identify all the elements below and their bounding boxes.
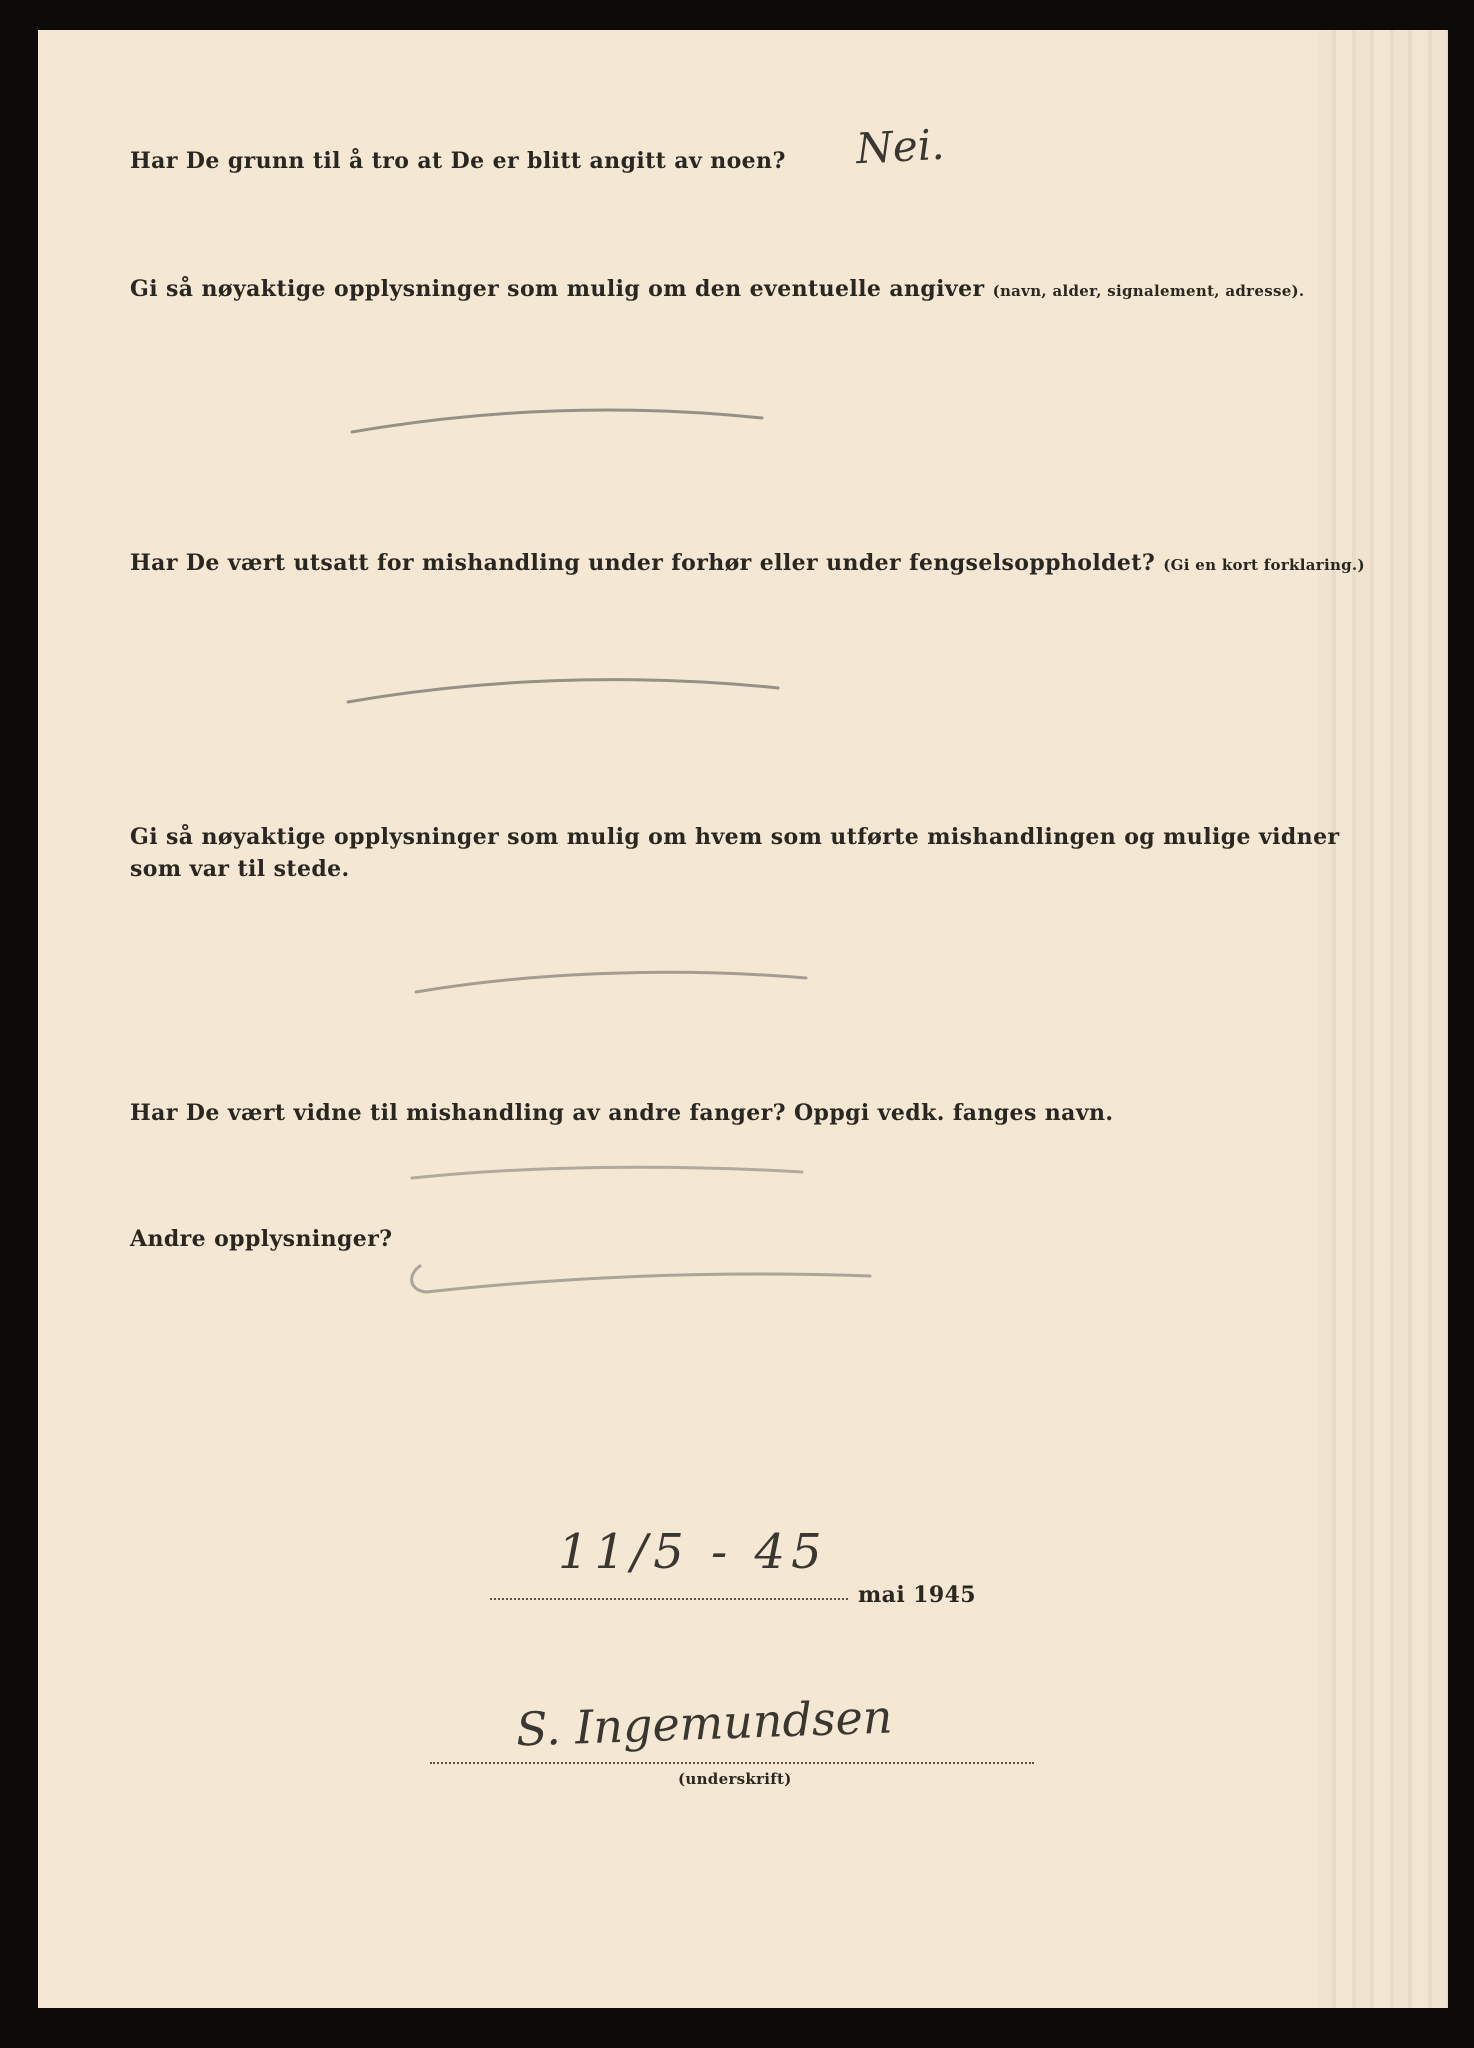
- question-4-line-2: [130, 856, 350, 882]
- question-4-text-1: Gi så nøyaktige opplysninger som mulig om hvem som utførte mishandlingen og mulige vidner: [130, 824, 1340, 850]
- date-line: [490, 1598, 848, 1600]
- answer-1-handwriting: Nei.: [854, 119, 946, 174]
- pencil-stroke-5: [406, 1260, 876, 1310]
- pencil-stroke-4: [408, 1158, 808, 1188]
- date-handwriting: 11/5 - 45: [558, 1524, 828, 1580]
- question-6: [130, 1226, 392, 1252]
- question-4-text-2: som var til stede.: [130, 856, 350, 882]
- question-4-line-1: [130, 824, 1339, 850]
- date-suffix-text: mai 1945: [858, 1582, 976, 1608]
- signature-caption-text: (underskrift): [678, 1770, 792, 1788]
- question-2: [130, 276, 1304, 302]
- question-5: [130, 1100, 1113, 1126]
- question-3-text: Har De vært utsatt for mishandling under forhør eller under fengselsoppholdet?: [130, 550, 1156, 576]
- question-3-note: (Gi en kort forklaring.): [1163, 556, 1365, 574]
- signature-caption: [678, 1770, 792, 1788]
- pencil-stroke-3: [412, 960, 812, 1000]
- page-edge-shading: [1318, 30, 1448, 2008]
- signature-line: [430, 1762, 1034, 1764]
- signature-handwriting: S. Ingemundsen: [515, 1689, 894, 1757]
- question-3: [130, 550, 1365, 576]
- document-page: [38, 30, 1448, 2008]
- question-1-text: Har De grunn til å tro at De er blitt angitt av noen?: [130, 148, 786, 174]
- question-2-note: (navn, alder, signalement, adresse).: [992, 282, 1305, 300]
- date-suffix: [858, 1582, 976, 1608]
- pencil-stroke-1: [348, 402, 768, 442]
- question-6-text: Andre opplysninger?: [130, 1226, 393, 1252]
- question-5-text: Har De vært vidne til mishandling av andre fanger? Oppgi vedk. fanges navn.: [130, 1100, 1114, 1126]
- question-1: [130, 148, 786, 174]
- question-2-text: Gi så nøyaktige opplysninger som mulig om den eventuelle angiver: [130, 276, 985, 302]
- pencil-stroke-2: [344, 670, 784, 710]
